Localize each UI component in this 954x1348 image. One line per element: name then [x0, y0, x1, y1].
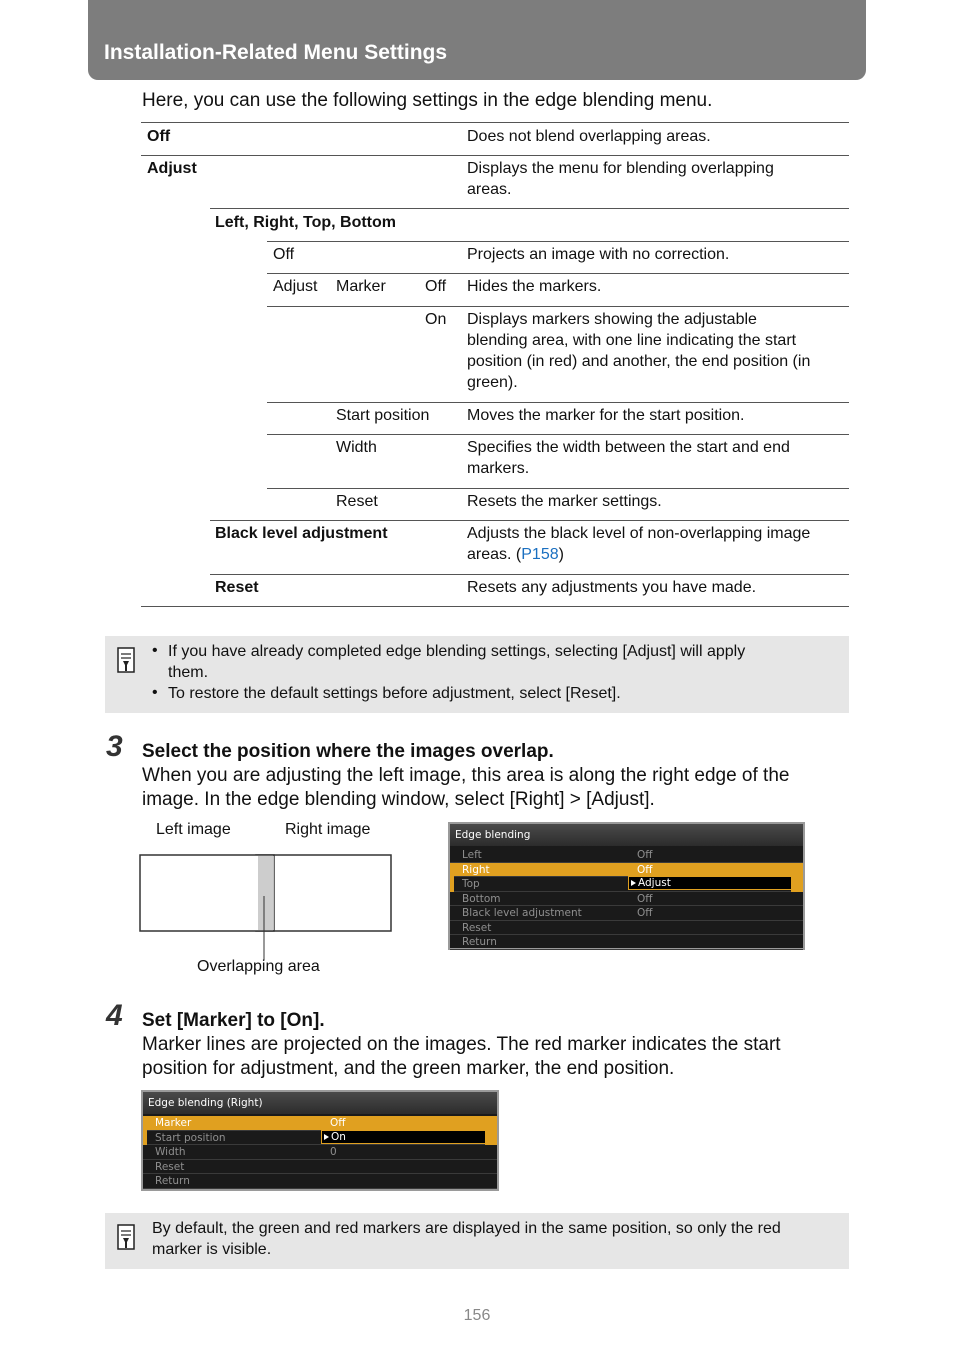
- step-4-number: 4: [106, 999, 123, 1032]
- row-sub-off-label: Off: [273, 246, 295, 263]
- row-reset-sub-label: Reset: [336, 493, 378, 510]
- triangle-right-icon: [324, 1134, 329, 1140]
- memo-icon: [117, 1224, 135, 1250]
- row-sub-off-desc: Projects an image with no correction.: [467, 246, 730, 263]
- osd2-row-reset[interactable]: Reset: [143, 1160, 497, 1175]
- step-3-body-1: When you are adjusting the left image, this area is along the right edge of the: [142, 765, 790, 786]
- row-black-desc-2: areas. (P158): [467, 546, 564, 563]
- step-4-title: Set [Marker] to [On].: [142, 1010, 325, 1031]
- row-start-desc: Moves the marker for the start position.: [467, 407, 745, 424]
- edge-blending-menu: [448, 822, 805, 950]
- row-black-label: Black level adjustment: [215, 525, 388, 542]
- section-title: Installation-Related Menu Settings: [104, 41, 448, 64]
- row-off-label: Off: [147, 128, 171, 145]
- row-width-label: Width: [336, 439, 377, 456]
- edge-blending-right-menu: [141, 1090, 499, 1191]
- row-adjust-label: Adjust: [147, 160, 197, 177]
- osd2-row-start[interactable]: Start position: [143, 1131, 497, 1146]
- row-adjust-desc-2: areas.: [467, 181, 512, 198]
- note2-line1: By default, the green and red markers are displayed in the same position, so only the red: [152, 1220, 781, 1237]
- note1-bullet1-line2: them.: [168, 664, 209, 681]
- row-marker-on-desc-2: blending area, with one line indicating the start: [467, 332, 797, 349]
- row-marker-on-desc-1: Displays markers showing the adjustable: [467, 311, 757, 328]
- osd2-row-return[interactable]: Return: [143, 1174, 497, 1189]
- osd2-on-option[interactable]: On: [321, 1130, 486, 1144]
- row-reset-desc: Resets any adjustments you have made.: [467, 579, 757, 596]
- row-reset-label: Reset: [215, 579, 259, 596]
- osd1-row-black-level[interactable]: Black level adjustment Off: [450, 906, 803, 921]
- row-lrtb-label: Left, Right, Top, Bottom: [215, 214, 396, 231]
- row-marker-on-label: On: [425, 311, 447, 328]
- osd1-row-reset[interactable]: Reset: [450, 921, 803, 936]
- row-reset-sub-desc: Resets the marker settings.: [467, 493, 662, 510]
- step-3-title: Select the position where the images overlap.: [142, 741, 554, 762]
- left-image-label: Left image: [156, 821, 231, 838]
- osd1-row-bottom[interactable]: Bottom Off: [450, 892, 803, 907]
- osd1-row-left[interactable]: Left Off: [450, 848, 803, 863]
- osd2-title: Edge blending (Right): [143, 1092, 497, 1114]
- right-image-label: Right image: [285, 821, 371, 838]
- osd1-row-right[interactable]: Right Off: [450, 863, 803, 878]
- row-sub-adjust-label: Adjust: [273, 278, 318, 295]
- osd1-title: Edge blending: [450, 824, 803, 846]
- overlap-diagram: [138, 852, 394, 960]
- row-start-label: Start position: [336, 407, 430, 424]
- osd1-row-top[interactable]: Top: [450, 877, 803, 892]
- page-link-p158[interactable]: P158: [521, 546, 559, 563]
- row-marker-on-desc-3: position (in red) and another, the end position (in: [467, 353, 811, 370]
- osd2-row-marker[interactable]: Marker Off: [143, 1116, 497, 1131]
- osd1-row-return[interactable]: Return: [450, 935, 803, 950]
- row-adjust-desc-1: Displays the menu for blending overlapping: [467, 160, 774, 177]
- note-box-1: • If you have already completed edge blending settings, selecting [Adjust] will apply them. • To restore the default settings before adjustment, select [Reset].: [105, 636, 849, 713]
- note-box-2: [105, 1213, 849, 1269]
- section-header: [88, 0, 866, 80]
- overlapping-area-label: Overlapping area: [197, 958, 320, 975]
- row-black-desc-1: Adjusts the black level of non-overlapping image: [467, 525, 811, 542]
- step-4-body-2: position for adjustment, and the green marker, the end position.: [142, 1058, 675, 1079]
- page-number: 156: [463, 1307, 491, 1324]
- row-width-desc-1: Specifies the width between the start and end: [467, 439, 790, 456]
- row-marker-off-desc: Hides the markers.: [467, 278, 602, 295]
- row-width-desc-2: markers.: [467, 460, 530, 477]
- memo-icon: [117, 647, 135, 673]
- step-3-body-2: image. In the edge blending window, select [Right] > [Adjust].: [142, 789, 655, 810]
- row-marker-off-label: Off: [425, 278, 447, 295]
- osd1-adjust-option[interactable]: Adjust: [628, 876, 792, 890]
- osd2-row-width[interactable]: Width 0: [143, 1145, 497, 1160]
- step-4-body-1: Marker lines are projected on the images. The red marker indicates the start: [142, 1034, 781, 1055]
- note1-bullet2: To restore the default settings before adjustment, select [Reset].: [168, 685, 621, 702]
- note1-bullet1-line1: If you have already completed edge blending settings, selecting [Adjust] will apply: [168, 643, 746, 660]
- note2-line2: marker is visible.: [152, 1241, 272, 1258]
- intro-text: Here, you can use the following settings in the edge blending menu.: [142, 90, 713, 111]
- step-3-number: 3: [106, 730, 123, 763]
- triangle-right-icon: [631, 880, 636, 886]
- row-off-desc: Does not blend overlapping areas.: [467, 128, 711, 145]
- row-marker-on-desc-4: green).: [467, 374, 518, 391]
- row-marker-label: Marker: [336, 278, 386, 295]
